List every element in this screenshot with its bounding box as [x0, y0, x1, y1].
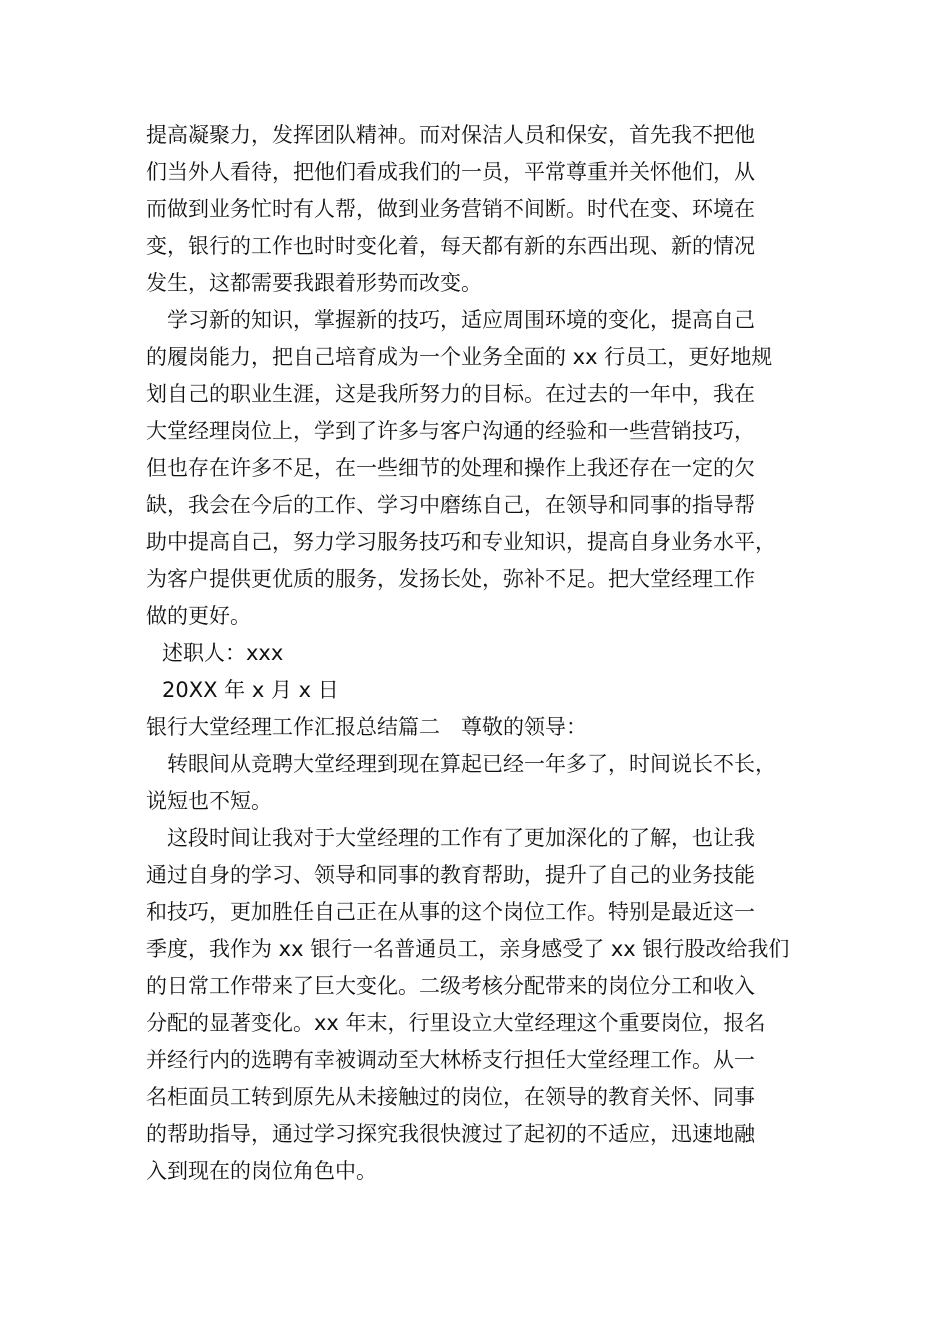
- text-line: 说短也不短。: [146, 789, 272, 813]
- text-line: 但也存在许多不足，在一些细节的处理和操作上我还存在一定的欠: [146, 456, 755, 480]
- text-line: 划自己的职业生涯，这是我所努力的目标。在过去的一年中，我在: [146, 382, 755, 406]
- text-line: 做的更好。: [146, 604, 251, 628]
- text-line: 助中提高自己，努力学习服务技巧和专业知识，提高自身业务水平，: [146, 530, 776, 554]
- text-line: 的帮助指导，通过学习探究我很快渡过了起初的不适应，迅速地融: [146, 1122, 755, 1146]
- text-line: 学习新的知识，掌握新的技巧，适应周围环境的变化，提高自己: [167, 308, 755, 332]
- text-line: 变，银行的工作也时时变化着，每天都有新的东西出现、新的情况: [146, 234, 755, 258]
- paragraph-3: [146, 746, 824, 820]
- paragraph-4: [146, 820, 824, 1190]
- text-line: 季度，我作为 xx 银行一名普通员工，亲身感受了 xx 银行股改给我们: [146, 937, 790, 961]
- text-line: 并经行内的选聘有幸被调动至大林桥支行担任大堂经理工作。从一: [146, 1048, 755, 1072]
- text-line: 这段时间让我对于大堂经理的工作有了更加深化的了解，也让我: [167, 826, 755, 850]
- text-line: 为客户提供更优质的服务，发扬长处，弥补不足。把大堂经理工作: [146, 567, 755, 591]
- text-line: 而做到业务忙时有人帮，做到业务营销不间断。时代在变、环境在: [146, 197, 755, 221]
- text-line: 名柜面员工转到原先从未接触过的岗位，在领导的教育关怀、同事: [146, 1085, 755, 1109]
- paragraph-1: [146, 117, 824, 302]
- document-body: [146, 117, 824, 1190]
- text-line: 们当外人看待，把他们看成我们的一员，平常尊重并关怀他们，从: [146, 160, 755, 184]
- signature: 述职人：xxx: [162, 641, 284, 665]
- text-line: 的日常工作带来了巨大变化。二级考核分配带来的岗位分工和收入: [146, 974, 755, 998]
- text-line: 入到现在的岗位角色中。: [146, 1159, 377, 1183]
- date-line: 20XX 年 x 月 x 日: [162, 678, 339, 702]
- text-line: 和技巧，更加胜任自己正在从事的这个岗位工作。特别是最近这一: [146, 900, 755, 924]
- text-line: 通过自身的学习、领导和同事的教育帮助，提升了自己的业务技能: [146, 863, 755, 887]
- text-line: 提高凝聚力，发挥团队精神。而对保洁人员和保安，首先我不把他: [146, 123, 755, 147]
- text-line: 大堂经理岗位上，学到了许多与客户沟通的经验和一些营销技巧，: [146, 419, 755, 443]
- text-line: 缺，我会在今后的工作、学习中磨练自己，在领导和同事的指导帮: [146, 493, 755, 517]
- text-line: 转眼间从竞聘大堂经理到现在算起已经一年多了，时间说长不长，: [167, 752, 776, 776]
- section-heading: 银行大堂经理工作汇报总结篇二 尊敬的领导：: [146, 715, 587, 739]
- paragraph-2: [146, 302, 824, 635]
- text-line: 发生，这都需要我跟着形势而改变。: [146, 271, 482, 295]
- text-line: 分配的显著变化。xx 年末，行里设立大堂经理这个重要岗位，报名: [146, 1011, 766, 1035]
- text-line: 的履岗能力，把自己培育成为一个业务全面的 xx 行员工，更好地规: [146, 345, 773, 369]
